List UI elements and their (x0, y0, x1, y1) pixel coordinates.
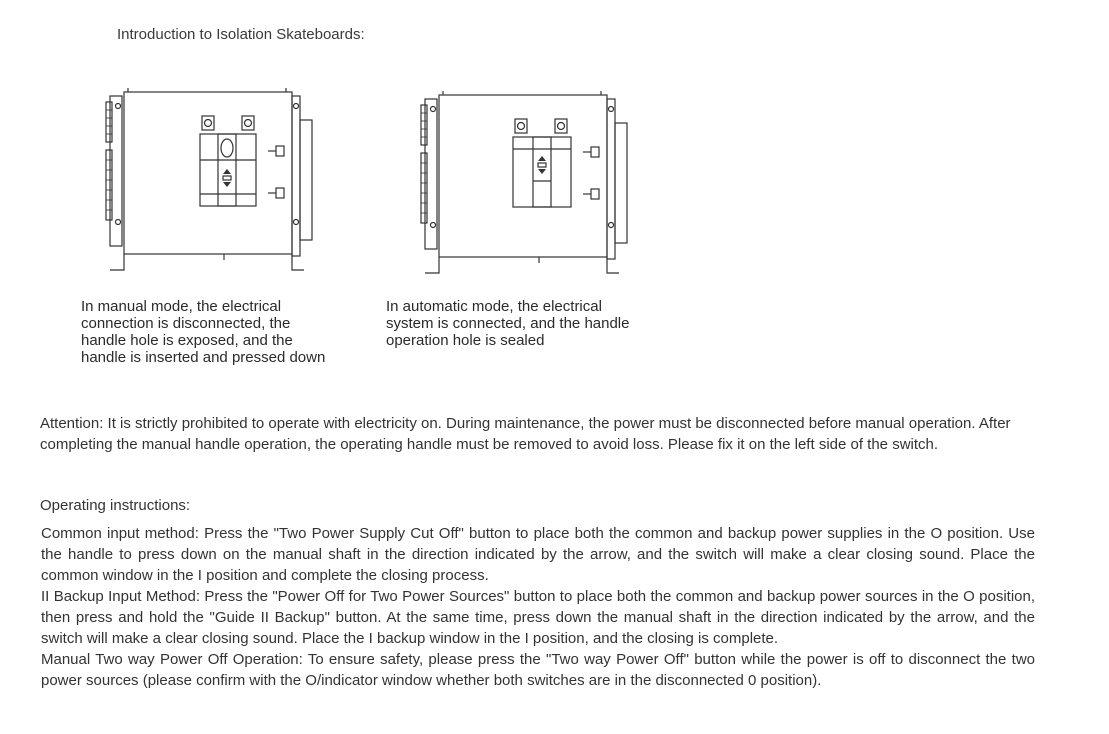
instruction-backup-input: II Backup Input Method: Press the "Power Off for Two Power Sources" button to place both the common and backup power sources in the O position, then press and hold the "Guide II Backup" button. At the same time, press down the manual shaft in the direction indicated by the arrow, and the switch will make a clear closing sound. Place the I backup window in the I position, and the closing is complete. (41, 588, 1035, 647)
automatic-mode-caption: In automatic mode, the electrical system is connected, and the handle operation hole is sealed (386, 298, 630, 349)
switch-diagram-manual (104, 82, 314, 274)
page-title: Introduction to Isolation Skateboards: (117, 26, 365, 43)
attention-note: Attention: It is strictly prohibited to operate with electricity on. During maintenance, the power must be disconnected before manual operation. After completing the manual handle operation, the operating handle must be removed to avoid loss. Please fix it on the left side of the switch. (40, 415, 1011, 453)
operating-instructions (41, 523, 1035, 691)
operating-instructions-heading: Operating instructions: (40, 497, 191, 514)
instruction-common-input: Common input method: Press the "Two Power Supply Cut Off" button to place both the common and backup power supplies in the O position. Use the handle to press down on the manual shaft in the direction indicated by the arrow, and the switch will make a clear closing sound. Place the common window in the I position and complete the closing process. (41, 525, 1035, 584)
manual-mode-caption: In manual mode, the electrical connection is disconnected, the handle hole is exposed, and the handle is inserted and pressed down (81, 298, 326, 366)
instruction-power-off: Manual Two way Power Off Operation: To ensure safety, please press the "Two way Power Off" button while the power is off to disconnect the two power sources (please confirm with the O/indicator window whether both switches are in the disconnected 0 position). (41, 651, 1035, 689)
switch-diagram-automatic (419, 85, 629, 277)
